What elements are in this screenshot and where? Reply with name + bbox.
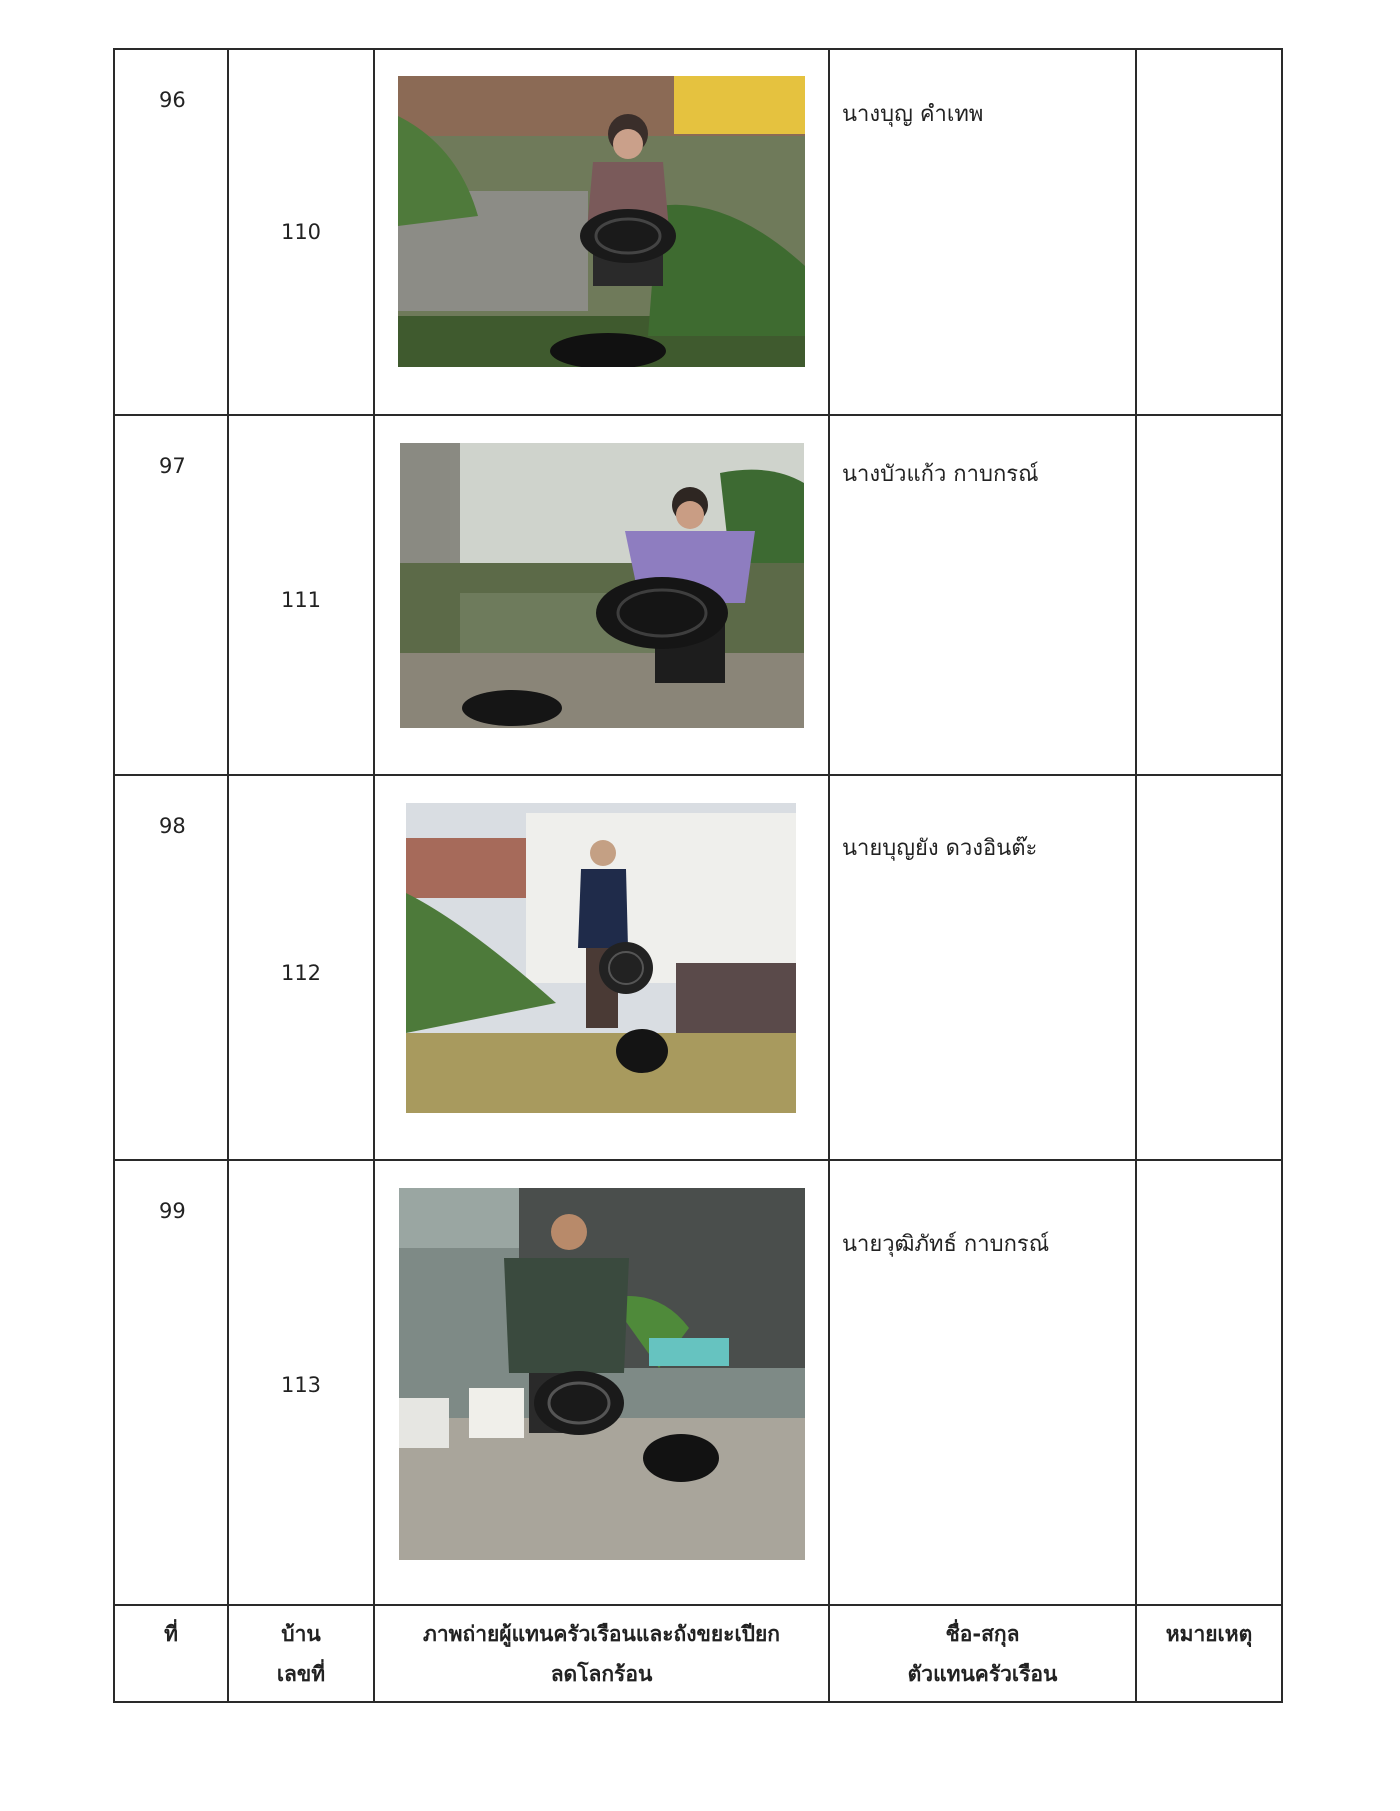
house-cell [228,49,374,415]
table-row [114,775,1282,1160]
household-photo [399,1188,805,1560]
header-photo-line2: ลดโลกร้อน [550,1662,653,1686]
table-row [114,49,1282,415]
photo-cell [374,775,829,1160]
house-number: 112 [280,961,322,985]
seq-cell [114,1160,228,1605]
remark-cell [1136,49,1282,415]
row-number: 97 [159,454,186,478]
header-remark: หมายเหตุ [1136,1605,1282,1702]
table-row [114,1160,1282,1605]
remark-cell [1136,415,1282,775]
header-house [228,1605,374,1702]
name-cell [829,775,1136,1160]
household-photo [406,803,796,1113]
seq-cell [114,49,228,415]
header-name-line2: ตัวแทนครัวเรือน [907,1662,1058,1686]
household-photo [400,443,804,728]
header-photo-line1: ภาพถ่ายผู้แทนครัวเรือนและถังขยะเปียก [423,1622,780,1646]
header-house-line1: บ้าน [281,1622,321,1646]
representative-name: นายบุญยัง ดวงอินต๊ะ [842,836,1038,861]
header-seq: ที่ [114,1605,228,1702]
seq-cell [114,775,228,1160]
row-number: 96 [159,88,186,112]
remark-cell [1136,1160,1282,1605]
household-photo [398,76,805,367]
row-number: 99 [159,1199,186,1223]
photo-cell [374,1160,829,1605]
table-row [114,415,1282,775]
seq-cell [114,415,228,775]
name-cell [829,49,1136,415]
name-cell [829,1160,1136,1605]
header-name [829,1605,1136,1702]
house-cell [228,775,374,1160]
household-table [113,48,1283,1703]
house-cell [228,415,374,775]
photo-cell [374,49,829,415]
header-photo [374,1605,829,1702]
photo-cell [374,415,829,775]
house-number: 110 [280,220,322,244]
house-number: 111 [280,588,322,612]
name-cell [829,415,1136,775]
house-cell [228,1160,374,1605]
header-house-line2: เลขที่ [276,1662,326,1686]
representative-name: นางบัวแก้ว กาบกรณ์ [842,462,1039,487]
house-number: 113 [280,1373,322,1397]
header-row [114,1605,1282,1702]
representative-name: นางบุญ คำเทพ [842,102,984,127]
header-name-line1: ชื่อ-สกุล [945,1622,1020,1646]
row-number: 98 [159,814,186,838]
remark-cell [1136,775,1282,1160]
representative-name: นายวุฒิภัทธ์ กาบกรณ์ [842,1232,1050,1257]
